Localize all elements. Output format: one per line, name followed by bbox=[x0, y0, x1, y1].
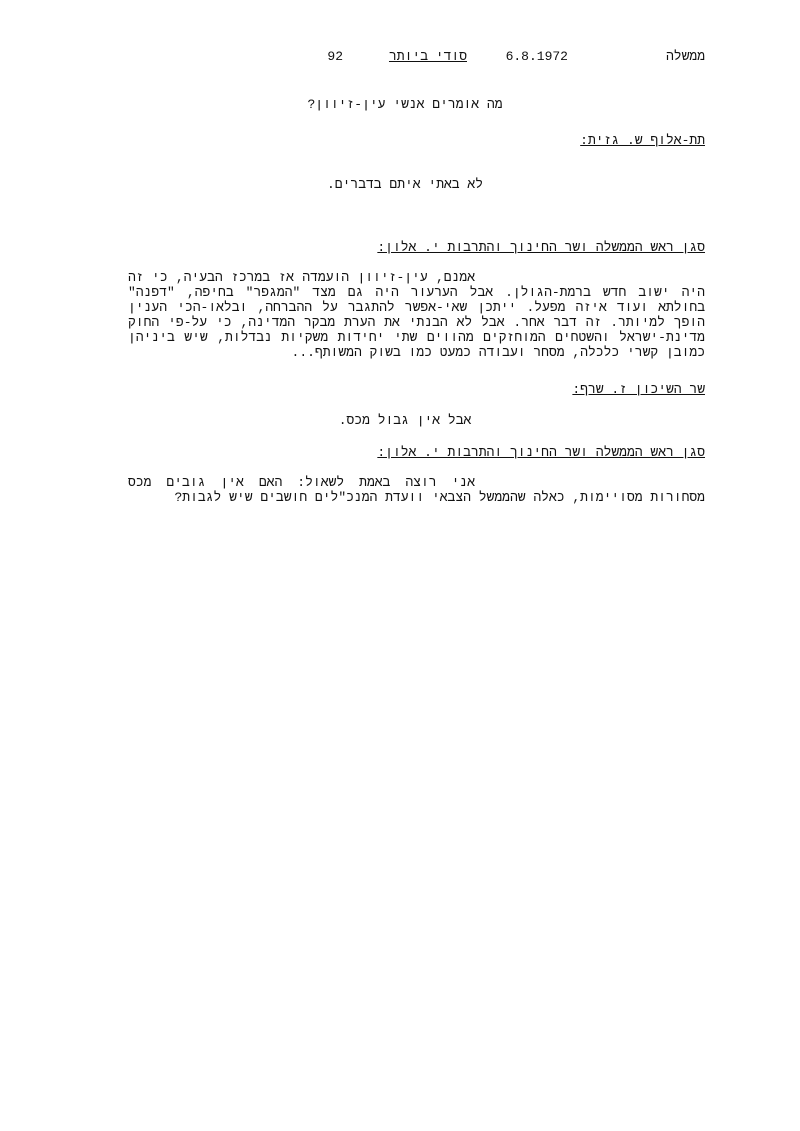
speech-line: לא באתי איתם בדברים. bbox=[326, 177, 484, 192]
question-line: מה אומרים אנשי עין-זיוון? bbox=[307, 97, 503, 112]
header-date: 6.8.1972 bbox=[505, 49, 568, 64]
speech-line: בחולתא ועוד איזה מפעל. ייתכן שאי-אפשר להתגבר על ההברחה, ובלאו-הכי הענין bbox=[128, 300, 705, 315]
speaker-name: סגן ראש הממשלה ושר החינוך והתרבות י. אלון: bbox=[377, 240, 705, 255]
speech-line: מסחורות מסויימות, כאלה שהממשל הצבאי וועדת המנכ"לים חושבים שיש לגבות? bbox=[174, 490, 705, 505]
speaker-block-4 bbox=[128, 445, 705, 460]
question-line-wrap bbox=[0, 97, 800, 112]
speech-line: כמובן קשרי כלכלה, מסחר ועבודה כמעט כמו בשוק המשותף... bbox=[291, 345, 705, 360]
header-classification: סודי ביותר bbox=[388, 49, 467, 64]
speaker-name: תת-אלוף ש. גזית: bbox=[580, 133, 705, 148]
speaker-block-1 bbox=[128, 133, 705, 148]
speech-line: אמנם, עין-זיוון הועמדה אז במרכז הבעיה, כי זה bbox=[128, 270, 475, 285]
speech-line: אני רוצה באמת לשאול: האם אין גובים מכס bbox=[128, 475, 475, 490]
speaker-block-3 bbox=[128, 382, 705, 397]
header-organization: ממשלה bbox=[665, 49, 705, 64]
speech-paragraph bbox=[128, 475, 705, 505]
speech-line: אבל אין גבול מכס. bbox=[338, 413, 472, 428]
speech-paragraph bbox=[128, 270, 705, 360]
header-page-number: 92 bbox=[327, 49, 343, 64]
speech-line: היה ישוב חדש ברמת-הגולן. אבל הערעור היה גם מצד "המגפר" בחיפה, "דפנה" bbox=[128, 285, 705, 300]
speech-line: מדינת-ישראל והשטחים המוחזקים מהווים שתי יחידות משקיות נבדלות, שיש ביניהן bbox=[128, 330, 705, 345]
speaker-name: שר השיכון ז. שרף: bbox=[572, 382, 705, 397]
speech-line: הופך למיותר. זה דבר אחר. אבל לא הבנתי את הערת מבקר המדינה, כי על-פי החוק bbox=[128, 315, 705, 330]
speaker-name: סגן ראש הממשלה ושר החינוך והתרבות י. אלון: bbox=[377, 445, 705, 460]
page-header bbox=[128, 49, 705, 69]
speaker-block-2 bbox=[128, 240, 705, 255]
